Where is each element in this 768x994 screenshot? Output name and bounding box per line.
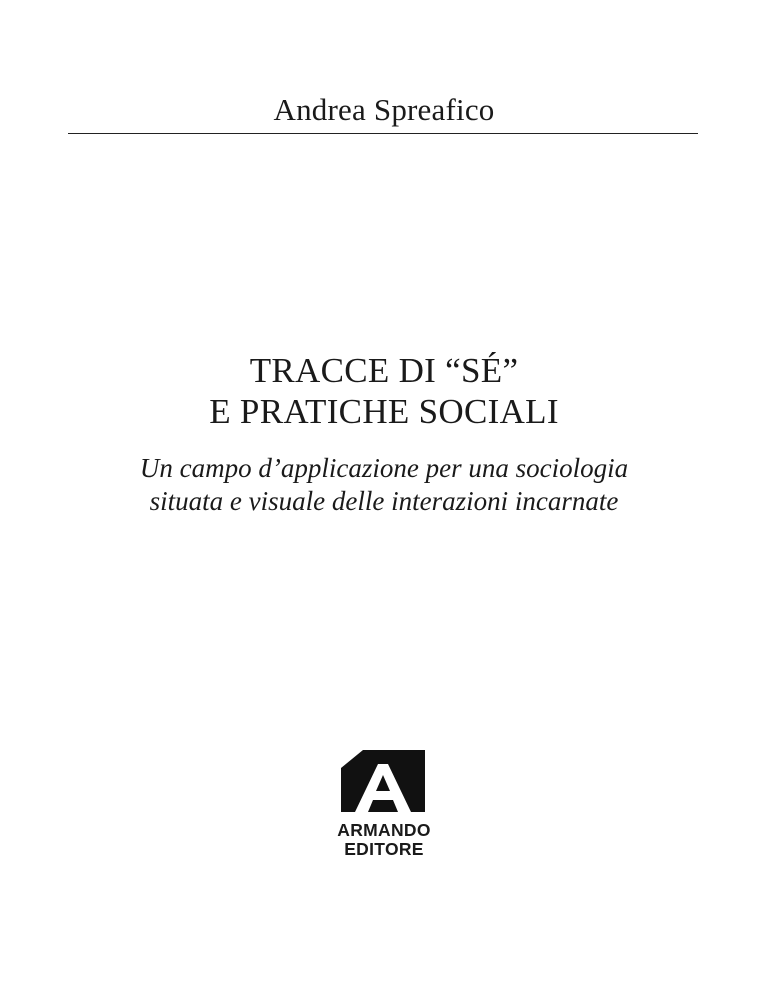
book-subtitle-line-1: Un campo d’applicazione per una sociologia <box>139 453 629 483</box>
armando-a-logo-icon <box>341 750 425 812</box>
book-subtitle <box>0 452 768 518</box>
author-name: Andrea Spreafico <box>273 92 495 127</box>
book-title-line-1: TRACCE DI “SÉ” <box>249 351 519 390</box>
publisher-line-1: ARMANDO <box>337 820 431 840</box>
book-title <box>0 350 768 432</box>
publisher-line-2: EDITORE <box>344 839 424 859</box>
header-divider <box>68 133 698 134</box>
book-subtitle-line-2: situata e visuale delle interazioni incarnate <box>149 486 619 516</box>
book-title-line-2: E PRATICHE SOCIALI <box>209 392 559 431</box>
publisher-name <box>0 821 768 859</box>
